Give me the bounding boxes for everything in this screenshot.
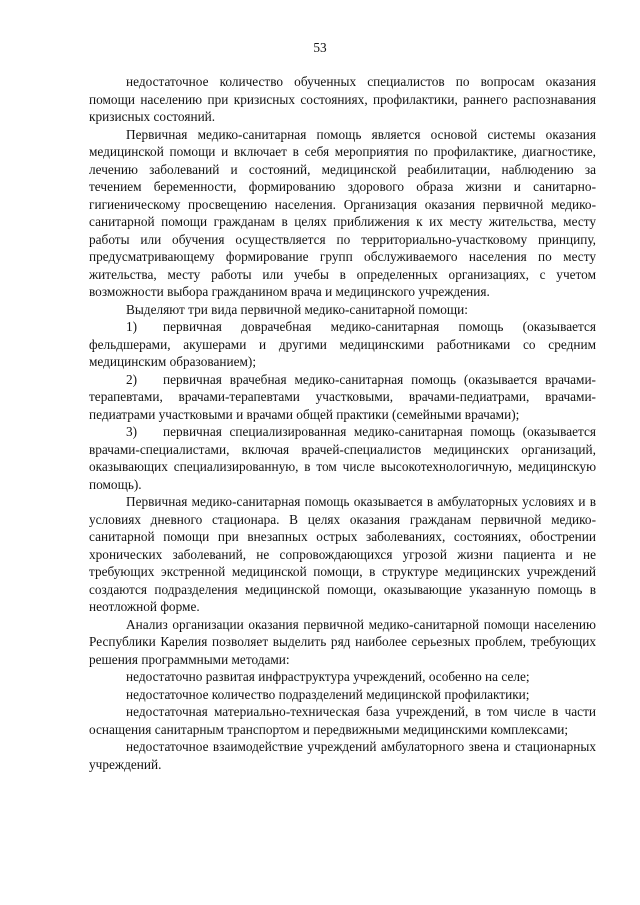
- document-body: [89, 73, 596, 773]
- list-item: [89, 318, 596, 371]
- list-item-text: первичная доврачебная медико-санитарная помощь (оказывается фельдшерами, акушерами и другими медицинскими работниками со средним медицинским образованием);: [89, 319, 596, 369]
- paragraph: недостаточное взаимодействие учреждений амбулаторного звена и стационарных учреждений.: [89, 739, 596, 772]
- list-item-text: первичная специализированная медико-санитарная помощь (оказывается врачами-специалистами, включая врачей-специалистов медицинских организаций, оказывающих специализированную, в том числе высокотехнологичную, медицинскую помощь).: [89, 424, 596, 492]
- paragraph: недостаточно развитая инфраструктура учреждений, особенно на селе;: [126, 669, 530, 684]
- list-item-number: 1): [126, 319, 138, 334]
- paragraph: Первичная медико-санитарная помощь оказывается в амбулаторных условиях и в условиях дневного стационара. В целях оказания гражданам первичной медико-санитарной помощи при внезапных острых заболеваниях, состояниях, обострении хронических заболеваний, не сопровождающихся угрозой жизни пациента и не требующих экстренной медицинской помощи, в структуре медицинских учреждений создаются подразделения медицинской помощи, оказывающие указанную помощь в неотложной форме.: [89, 494, 596, 614]
- list-item: [89, 371, 596, 424]
- paragraph: недостаточная материально-техническая база учреждений, в том числе в части оснащения санитарным транспортом и передвижными медицинскими комплексами;: [89, 704, 596, 737]
- list-item-text: первичная врачебная медико-санитарная помощь (оказывается врачами-терапевтами, врачами-терапевтами участковыми, врачами-педиатрами, врачами-педиатрами участковыми и врачами общей практики (семейными врачами);: [89, 371, 596, 422]
- page-number: 53: [313, 40, 327, 55]
- list-item-number: 3): [126, 424, 138, 439]
- paragraph: недостаточное количество обученных специалистов по вопросам оказания помощи населению при кризисных состояниях, профилактики, раннего распознавания кризисных состояний.: [89, 74, 596, 124]
- paragraph: недостаточное количество подразделений медицинской профилактики;: [126, 686, 530, 702]
- paragraph: Анализ организации оказания первичной медико-санитарной помощи населению Республики Карелия позволяет выделить ряд наиболее серьезных проблем, требующих решения программными методами:: [89, 616, 596, 667]
- paragraph: Первичная медико-санитарная помощь является основой системы оказания медицинской помощи и включает в себя мероприятия по профилактике, диагностике, лечению заболеваний и состояний, медицинской реабилитации, наблюдению за течением беременности, формированию здорового образа жизни и санитарно-гигиеническому просвещению населения. Организация оказания первичной медико-санитарной помощи гражданам в целях приближения к их месту жительства, месту работы или обучения осуществляется по территориально-участковому принципу, предусматривающему формирование групп обслуживаемого населения по месту жительства, месту работы или учебы в определенных организациях, с учетом возможности выбора гражданином врача и медицинского учреждения.: [89, 126, 596, 299]
- list-item-number: 2): [126, 371, 138, 387]
- paragraph: Выделяют три вида первичной медико-санитарной помощи:: [126, 301, 468, 317]
- list-item: [89, 423, 596, 493]
